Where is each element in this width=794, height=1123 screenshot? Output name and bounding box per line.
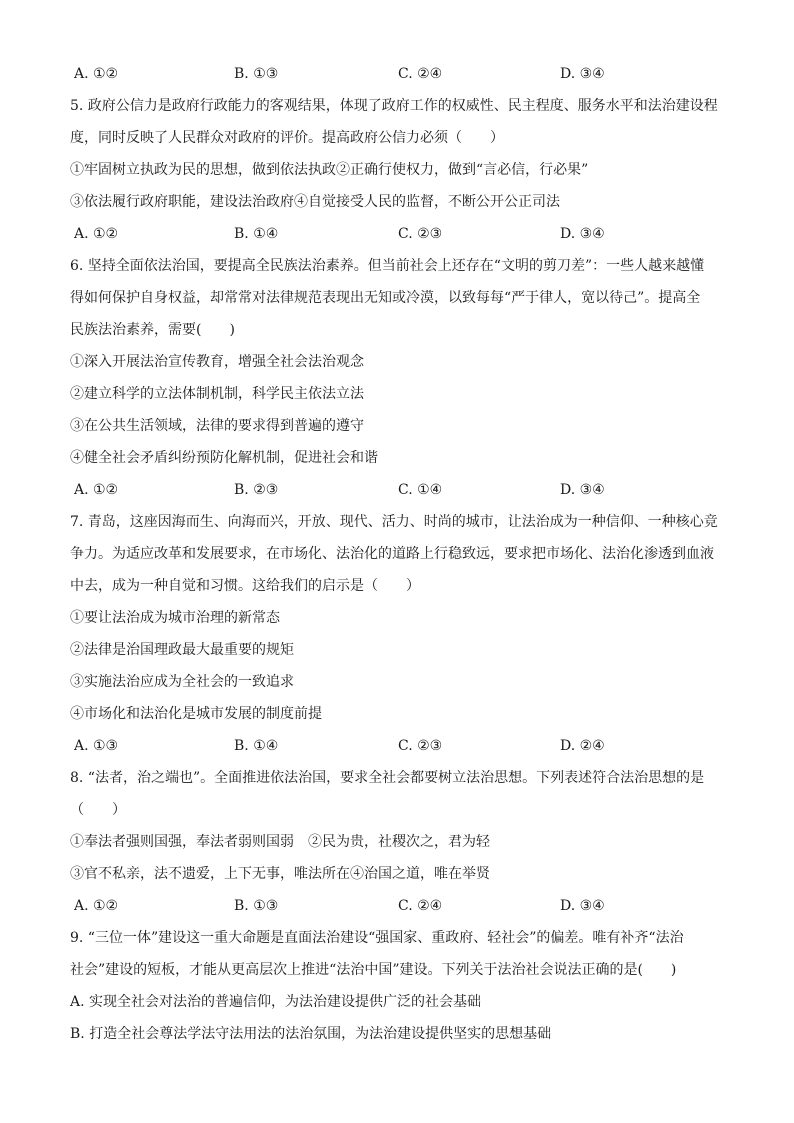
- option-c: C. ①④: [398, 482, 443, 498]
- question-block: [70, 90, 730, 250]
- question-text-line: 8. “法者，治之端也”。全面推进依法治国，要求全社会都要树立法治思想。下列表述符合法治思想的是: [70, 770, 705, 786]
- question-text-line: ③官不私亲，法不遗爱，上下无事，唯法所在④治国之道，唯在举贤: [70, 866, 490, 882]
- question-text-line: ④健全社会矛盾纠纷预防化解机制，促进社会和谐: [70, 450, 378, 466]
- question-text-line: 社会”建设的短板，才能从更高层次上推进“法治中国”建设。下列关于法治社会说法正确的是( ): [70, 962, 677, 978]
- question-text-line: B. 打造全社会尊法学法守法用法的法治氛围，为法治建设提供坚实的思想基础: [70, 1026, 552, 1042]
- option-c: C. ②③: [398, 226, 443, 242]
- option-d: D. ③④: [560, 482, 605, 498]
- question-text-line: 争力。为适应改革和发展要求，在市场化、法治化的道路上行稳致远，要求把市场化、法治化渗透到血液: [70, 546, 714, 562]
- question-text-line: ③实施法治应成为全社会的一致追求: [70, 674, 294, 690]
- answer-options-row: [70, 218, 730, 250]
- question-text-line: ②建立科学的立法体制机制，科学民主依法立法: [70, 386, 364, 402]
- exam-page: [70, 58, 730, 1050]
- question-block: [70, 922, 730, 1050]
- answer-options-row: [70, 58, 730, 90]
- question-text-line: ①深入开展法治宣传教育，增强全社会法治观念: [70, 354, 364, 370]
- question-text-line: ①奉法者强则国强，奉法者弱则国弱 ②民为贵，社稷次之，君为轻: [70, 834, 490, 850]
- question-text-line: 得如何保护自身权益，却常常对法律规范表现出无知或冷漠，以致每每“严于律人，宽以待己”。提高全: [70, 290, 701, 306]
- question-block: [70, 762, 730, 922]
- question-text-line: 中去，成为一种自觉和习惯。这给我们的启示是（ ）: [70, 578, 420, 594]
- question-text-line: ③依法履行政府职能，建设法治政府④自觉接受人民的监督，不断公开公正司法: [70, 194, 560, 210]
- option-c: C. ②④: [398, 898, 443, 914]
- question-text-line: ④市场化和法治化是城市发展的制度前提: [70, 706, 322, 722]
- question-block: [70, 506, 730, 762]
- question-text-line: 民族法治素养，需要( ): [70, 322, 235, 338]
- option-a: A. ①②: [74, 66, 119, 82]
- option-b: B. ①④: [234, 226, 279, 242]
- option-c: C. ②③: [398, 738, 443, 754]
- question-text-line: 6. 坚持全面依法治国，要提高全民族法治素养。但当前社会上还存在“文明的剪刀差”：一些人越来越懂: [70, 258, 705, 274]
- option-b: B. ①③: [234, 66, 279, 82]
- option-d: D. ③④: [560, 898, 605, 914]
- question-text-line: ②法律是治国理政最大最重要的规矩: [70, 642, 294, 658]
- question-text-line: （ ）: [70, 802, 126, 818]
- question-text-line: 5. 政府公信力是政府行政能力的客观结果，体现了政府工作的权威性、民主程度、服务水平和法治建设程: [70, 98, 718, 114]
- option-b: B. ②③: [234, 482, 279, 498]
- question-text-line: ①要让法治成为城市治理的新常态: [70, 610, 280, 626]
- option-b: B. ①④: [234, 738, 279, 754]
- question-text-line: ③在公共生活领域，法律的要求得到普遍的遵守: [70, 418, 364, 434]
- option-a: A. ①②: [74, 898, 119, 914]
- answer-options-row: [70, 890, 730, 922]
- option-d: D. ②④: [560, 738, 605, 754]
- option-b: B. ①③: [234, 898, 279, 914]
- question-text-line: 9. “三位一体”建设这一重大命题是直面法治建设“强国家、重政府、轻社会”的偏差。唯有补齐“法治: [70, 930, 684, 946]
- question-list: [70, 90, 730, 1050]
- question-text-line: A. 实现全社会对法治的普遍信仰，为法治建设提供广泛的社会基础: [70, 994, 482, 1010]
- option-c: C. ②④: [398, 66, 443, 82]
- question-text-line: ①牢固树立执政为民的思想，做到依法执政②正确行使权力，做到“言必信，行必果”: [70, 162, 589, 178]
- option-a: A. ①③: [74, 738, 119, 754]
- question-block: [70, 250, 730, 506]
- option-a: A. ①②: [74, 226, 119, 242]
- option-d: D. ③④: [560, 66, 605, 82]
- option-d: D. ③④: [560, 226, 605, 242]
- question-text-line: 度，同时反映了人民群众对政府的评价。提高政府公信力必须（ ）: [70, 130, 504, 146]
- answer-options-row: [70, 474, 730, 506]
- option-a: A. ①②: [74, 482, 119, 498]
- question-text-line: 7. 青岛，这座因海而生、向海而兴，开放、现代、活力、时尚的城市，让法治成为一种信仰、一种核心竞: [70, 514, 718, 530]
- answer-options-row: [70, 730, 730, 762]
